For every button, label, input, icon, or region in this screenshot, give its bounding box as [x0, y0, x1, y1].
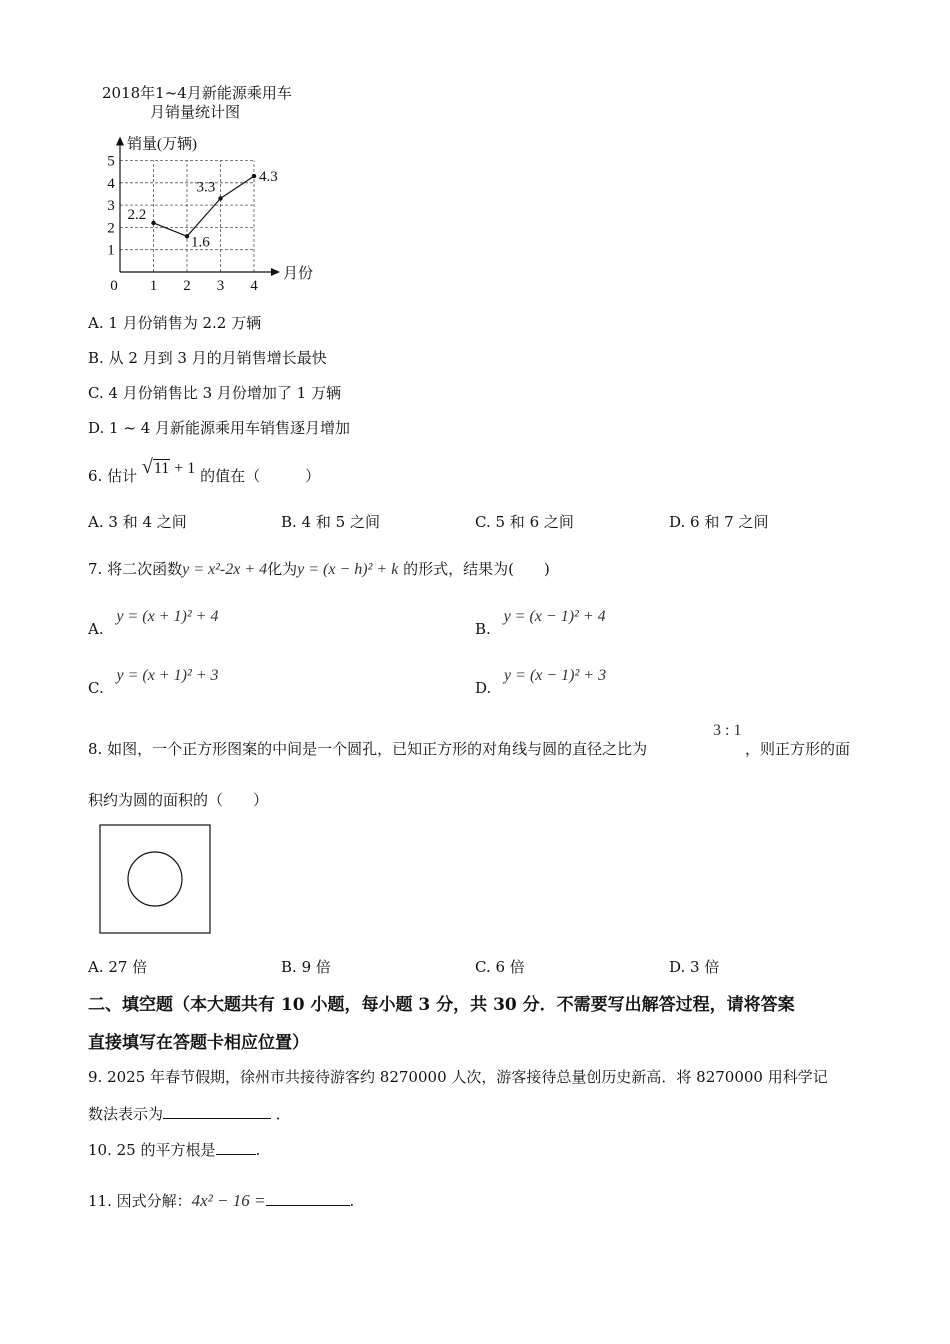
q8-option-b: B. 9 倍 — [281, 958, 331, 976]
q10-stem: 10. 25 的平方根是 . — [88, 1141, 261, 1159]
q8-stem-line1-end: ，则正方形的面 — [745, 740, 851, 758]
q8-option-d: D. 3 倍 — [669, 958, 720, 976]
y-tick-label: 1 — [107, 242, 115, 259]
q7-option-d: D. y = (x − 1)² + 3 — [475, 667, 607, 697]
q9-line1: 9. 2025 年春节假期，徐州市共接待游客约 8270000 人次，游客接待总量创历史新高．将 8270000 用科学记 — [88, 1068, 828, 1086]
x-tick-label: 1 — [149, 278, 158, 294]
origin-label: 0 — [110, 278, 118, 294]
sqrt-symbol: √ — [141, 456, 153, 478]
q11-answer-blank[interactable] — [266, 1191, 350, 1206]
y-axis-arrow — [116, 137, 124, 146]
x-axis-arrow — [271, 268, 280, 276]
q8-stem-line1: 8. 如图，一个正方形图案的中间是一个圆孔，已知正方形的对角线与圆的直径之比为 — [88, 740, 648, 758]
data-point — [151, 221, 155, 225]
y-tick-label: 4 — [107, 175, 115, 192]
q5-option-d: D. 1 ~ 4 月新能源乘用车销售逐月增加 — [88, 419, 351, 437]
q8-option-a: A. 27 倍 — [88, 958, 148, 976]
square-with-circle-figure — [99, 824, 213, 936]
x-tick-label: 2 — [183, 278, 191, 294]
q7-option-b: B. y = (x − 1)² + 4 — [475, 608, 606, 638]
y-tick-label: 3 — [107, 198, 115, 215]
q6-option-b: B. 4 和 5 之间 — [281, 513, 380, 531]
q9-answer-blank[interactable] — [163, 1104, 271, 1119]
q7-stem: 7. 将二次函数y = x²-2x + 4化为y = (x − h)² + k 的形式，结果为( ) — [88, 560, 550, 578]
y-axis-label: 销量(万辆) — [127, 136, 197, 153]
y-tick-label: 2 — [107, 220, 115, 237]
chart-title: 2018年1~4月新能源乘用车 — [102, 84, 292, 102]
data-label: 1.6 — [191, 234, 210, 251]
q6-option-a: A. 3 和 4 之间 — [88, 513, 187, 531]
q5-option-c: C. 4 月份销售比 3 月份增加了 1 万辆 — [88, 384, 341, 402]
q7-option-a: A. y = (x + 1)² + 4 — [88, 608, 219, 638]
data-point — [252, 174, 256, 178]
q8-ratio: 3 : 1 — [713, 722, 742, 739]
q6-stem: 6. 估计 √11 + 1 的值在（ ） — [88, 456, 321, 485]
section2-heading-line2: 直接填写在答题卡相应位置） — [88, 1033, 309, 1053]
circle-hole-shape — [128, 852, 182, 906]
q8-option-c: C. 6 倍 — [475, 958, 525, 976]
section2-heading-line1: 二、填空题（本大题共有 10 小题，每小题 3 分，共 30 分．不需要写出解答过程，请将答案 — [88, 995, 795, 1015]
x-axis-label: 月份 — [283, 266, 314, 282]
data-point — [218, 196, 222, 200]
data-label: 4.3 — [259, 169, 278, 186]
data-label: 2.2 — [127, 206, 147, 223]
q6-option-c: C. 5 和 6 之间 — [475, 513, 574, 531]
q10-answer-blank[interactable] — [216, 1140, 256, 1155]
q6-option-d: D. 6 和 7 之间 — [669, 513, 769, 531]
q9-line2: 数法表示为 ． — [88, 1105, 291, 1123]
chart-subtitle: 月销量统计图 — [150, 103, 241, 121]
q11-stem: 11. 因式分解：4x² − 16 = . — [88, 1191, 355, 1210]
x-tick-label: 4 — [250, 278, 258, 294]
square-shape — [100, 825, 210, 933]
line-chart — [95, 125, 415, 295]
data-point — [185, 234, 189, 238]
q8-stem-line2: 积约为圆的面积的（ ） — [88, 791, 269, 809]
y-tick-label: 5 — [107, 153, 115, 170]
data-label: 3.3 — [196, 179, 216, 196]
q7-option-c: C. y = (x + 1)² + 3 — [88, 667, 219, 697]
sqrt-expression: √11 + 1 — [141, 456, 196, 478]
q5-option-b: B. 从 2 月到 3 月的月销售增长最快 — [88, 349, 327, 367]
q5-option-a: A. 1 月份销售为 2.2 万辆 — [88, 314, 262, 332]
x-tick-label: 3 — [216, 278, 225, 294]
